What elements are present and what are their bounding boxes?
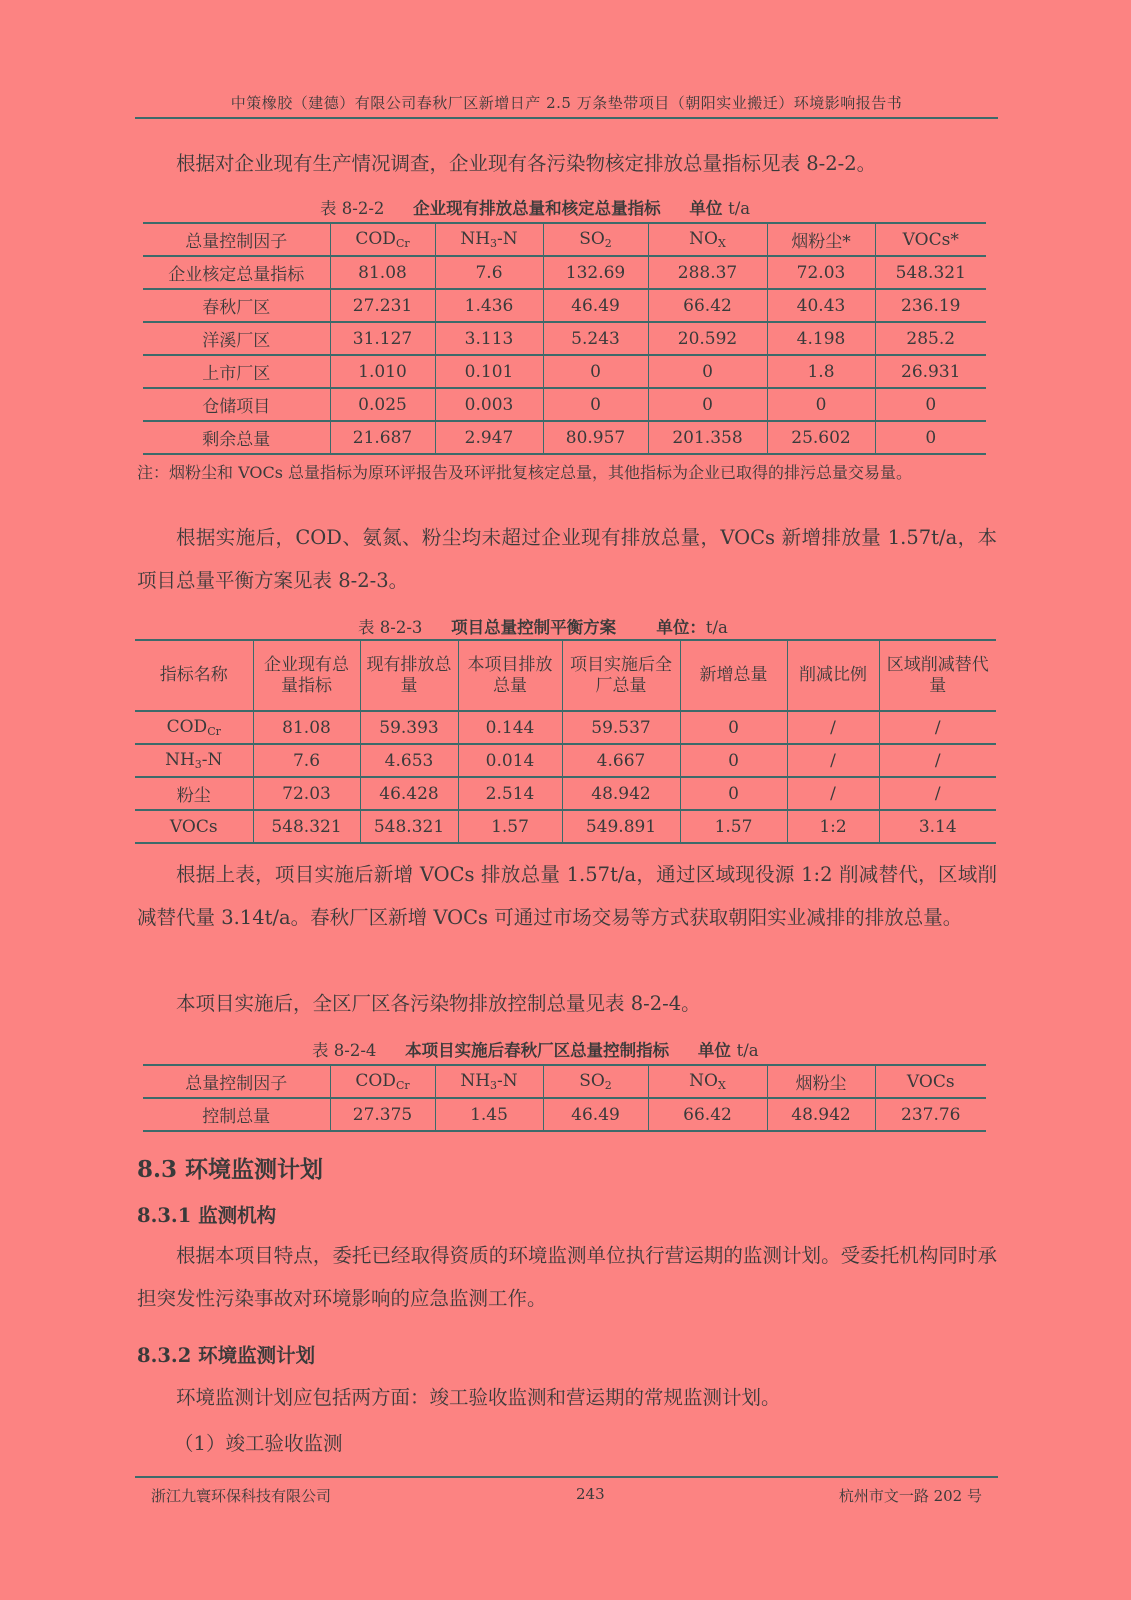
table-cell xyxy=(562,810,680,843)
header-cell xyxy=(330,1065,435,1098)
table-cell xyxy=(143,256,330,289)
header-cell xyxy=(330,223,435,256)
table-cell-text: 上市厂区 xyxy=(202,364,271,384)
caption-title: 项目总量控制平衡方案 xyxy=(451,618,617,637)
table-cell-text: 59.537 xyxy=(591,717,651,738)
table-cell-text: 7.6 xyxy=(292,750,321,771)
table-cell-text: 1.8 xyxy=(807,361,835,382)
header-cell xyxy=(143,1065,330,1098)
table-cell xyxy=(543,322,648,355)
table-cell xyxy=(543,1098,648,1131)
table-cell xyxy=(562,711,680,744)
table-cell xyxy=(767,421,875,454)
header-cell xyxy=(875,1065,986,1098)
table-cell-text: 66.42 xyxy=(683,1104,732,1125)
table-cell xyxy=(435,289,543,322)
header-cell xyxy=(767,223,875,256)
table-cell-text: 285.2 xyxy=(906,328,956,349)
caption-unit: t/a xyxy=(736,1041,759,1060)
table-cell xyxy=(543,289,648,322)
header-cell xyxy=(135,640,253,711)
table-cell-text: 0.025 xyxy=(358,394,407,415)
table-cell xyxy=(787,711,879,744)
table-cell xyxy=(135,810,253,843)
table-cell-text: 81.08 xyxy=(282,717,331,738)
table-cell xyxy=(143,421,330,454)
table-cell xyxy=(787,744,879,777)
table-cell-text: 0 xyxy=(925,394,937,415)
caption-unit: t/a xyxy=(728,199,751,218)
table-row xyxy=(143,322,986,355)
table-cell xyxy=(435,1098,543,1131)
header-cell-subscript: Cr xyxy=(395,237,410,250)
caption-number: 表 8-2-3 xyxy=(358,618,423,637)
table-cell xyxy=(648,289,767,322)
table-cell-text: 3.113 xyxy=(464,328,514,349)
table-cell-text: / xyxy=(934,783,941,804)
header-cell-text: NO xyxy=(689,1071,718,1091)
table-cell-text: 48.942 xyxy=(591,783,651,804)
header-cell-text: 本项目排放总量 xyxy=(467,654,553,696)
table-cell xyxy=(767,322,875,355)
table-cell xyxy=(562,744,680,777)
table-cell-text: 0 xyxy=(590,361,601,382)
table-cell-text: 66.42 xyxy=(683,295,732,316)
table-cell-text: 2.514 xyxy=(485,783,535,804)
table-cell-text: 549.891 xyxy=(585,816,657,837)
caption-number: 表 8-2-4 xyxy=(312,1041,377,1060)
table-cell-text: 0 xyxy=(702,361,713,382)
table-cell xyxy=(330,421,435,454)
table-cell xyxy=(135,744,253,777)
table-cell-subscript: Cr xyxy=(207,725,221,738)
table-cell-text: 72.03 xyxy=(796,262,846,283)
table-cell xyxy=(360,810,458,843)
table-cell xyxy=(330,256,435,289)
table-note: 注：烟粉尘和 VOCs 总量指标为原环评报告及环评批复核定总量，其他指标为企业已取得的排污总量交易量。 xyxy=(137,463,913,482)
table-row xyxy=(143,355,986,388)
table-cell xyxy=(680,744,787,777)
header-cell xyxy=(253,640,360,711)
table-cell-text: 21.687 xyxy=(352,427,413,448)
table-header-row xyxy=(143,1065,986,1098)
table-cell-text: 27.375 xyxy=(352,1104,413,1125)
paragraph-agency: 根据本项目特点，委托已经取得资质的环境监测单位执行营运期的监测计划。受委托机构同时承担突发性污染事故对环境影响的应急监测工作。 xyxy=(137,1244,997,1310)
table-cell-text: 288.37 xyxy=(677,262,738,283)
table-caption xyxy=(320,195,750,219)
header-cell-text: COD xyxy=(355,1071,396,1091)
table-cell-text: 26.931 xyxy=(901,361,961,382)
table-cell-text: 46.49 xyxy=(571,1104,620,1125)
table-cell xyxy=(680,810,787,843)
page-number: 243 xyxy=(576,1485,605,1503)
table-cell xyxy=(879,777,996,810)
header-cell-text: 削减比例 xyxy=(799,665,867,685)
header-cell xyxy=(360,640,458,711)
header-cell xyxy=(680,640,787,711)
table-cell xyxy=(875,1098,986,1131)
table-cell xyxy=(875,256,986,289)
table-cell-text: 81.08 xyxy=(358,262,407,283)
table-cell xyxy=(143,388,330,421)
table-caption xyxy=(358,614,728,638)
table-cell xyxy=(767,388,875,421)
table-cell-text: VOCs xyxy=(169,816,218,837)
table-cell xyxy=(648,355,767,388)
header-cell-subscript: 2 xyxy=(604,1079,612,1092)
table-cell-text: 48.942 xyxy=(791,1104,851,1125)
table-cell-text: 1.57 xyxy=(491,816,529,837)
table-cell-text: 80.957 xyxy=(565,427,626,448)
header-cell xyxy=(143,223,330,256)
table-cell-text: 0.003 xyxy=(464,394,514,415)
header-cell-text: 烟粉尘 xyxy=(795,1074,847,1094)
table-cell-text: 59.393 xyxy=(379,717,439,738)
caption-unit: t/a xyxy=(705,618,728,637)
subsection-heading-plan: 8.3.2 环境监测计划 xyxy=(137,1344,316,1367)
paragraph-acceptance: （1）竣工验收监测 xyxy=(174,1432,343,1455)
header-cell xyxy=(543,1065,648,1098)
caption-unit-label: 单位 xyxy=(697,1041,731,1060)
caption-unit-label: 单位： xyxy=(656,618,706,637)
table-cell xyxy=(767,355,875,388)
header-cell-text: VOCs xyxy=(906,1071,955,1092)
table-cell xyxy=(135,711,253,744)
table-cell-text: 1:2 xyxy=(819,816,847,837)
table-cell-text: 4.667 xyxy=(596,750,646,771)
paragraph-plan: 环境监测计划应包括两方面：竣工验收监测和营运期的常规监测计划。 xyxy=(176,1386,781,1409)
table-cell xyxy=(330,355,435,388)
paragraph-explanation: 根据上表，项目实施后新增 VOCs 排放总量 1.57t/a，通过区域现役源 1:2 削减替代，区域削减替代量 3.14t/a。春秋厂区新增 VOCs 可通过市场交易等方式获取朝阳实业减排的排放总量。 xyxy=(137,863,997,929)
page-footer xyxy=(135,1476,998,1505)
header-cell-subscript: X xyxy=(717,1079,726,1092)
table-cell xyxy=(680,711,787,744)
header-cell-text: NO xyxy=(689,229,718,249)
table-row xyxy=(143,256,986,289)
table-row xyxy=(143,388,986,421)
table-cell xyxy=(143,289,330,322)
table-cell xyxy=(458,777,562,810)
header-cell-subscript: 3 xyxy=(490,237,498,250)
header-cell-text: 企业现有总量指标 xyxy=(264,654,349,696)
table-cell-text: 0 xyxy=(590,394,601,415)
subsection-heading-agency: 8.3.1 监测机构 xyxy=(137,1204,277,1227)
table-cell-text: / xyxy=(830,783,836,804)
footer-company: 浙江九寰环保科技有限公司 xyxy=(151,1487,332,1505)
table-cell xyxy=(648,256,767,289)
table-cell-text: 0.101 xyxy=(464,361,514,382)
table-cell-text: 20.592 xyxy=(677,328,738,349)
table-cell xyxy=(330,322,435,355)
table-cell xyxy=(787,810,879,843)
table-cell-text: 0 xyxy=(925,427,937,448)
table-cell-text: 46.49 xyxy=(571,295,620,316)
table-cell xyxy=(879,810,996,843)
header-cell xyxy=(435,1065,543,1098)
section-heading: 8.3 环境监测计划 xyxy=(137,1156,324,1183)
table-cell-text: 1.45 xyxy=(470,1104,508,1125)
table-cell xyxy=(767,1098,875,1131)
table-cell-text: 548.321 xyxy=(271,816,342,837)
table-cell xyxy=(543,355,648,388)
table-cell-text: 4.198 xyxy=(796,328,846,349)
table-cell-text: 46.428 xyxy=(379,783,439,804)
header-cell-suffix: -N xyxy=(497,229,518,249)
table-cell xyxy=(435,355,543,388)
table-cell-text: 40.43 xyxy=(796,295,846,316)
table-cell-text: 0.144 xyxy=(485,717,535,738)
table-cell-text: NH xyxy=(165,750,195,770)
table-cell-text: / xyxy=(830,717,836,738)
table-cell xyxy=(648,322,767,355)
table-cell xyxy=(435,256,543,289)
table-cell-subscript: 3 xyxy=(194,758,202,771)
table-cell-text: 236.19 xyxy=(901,295,961,316)
table-existing-emissions xyxy=(143,222,986,455)
table-cell xyxy=(875,421,986,454)
table-cell-text: 237.76 xyxy=(901,1104,961,1125)
table-cell xyxy=(143,355,330,388)
table-row xyxy=(143,421,986,454)
table-cell xyxy=(253,810,360,843)
header-cell-text: 新增总量 xyxy=(699,665,768,685)
header-cell xyxy=(435,223,543,256)
table-header-row xyxy=(143,223,986,256)
table-cell xyxy=(458,744,562,777)
table-cell-text: 1.57 xyxy=(714,816,753,837)
table-cell-text: 0 xyxy=(728,783,739,804)
table-cell-text: / xyxy=(934,750,941,771)
table-cell xyxy=(543,388,648,421)
table-cell xyxy=(458,810,562,843)
header-cell-subscript: 3 xyxy=(490,1079,498,1092)
table-cell xyxy=(543,256,648,289)
table-row xyxy=(143,1098,986,1131)
table-row xyxy=(135,744,996,777)
caption-unit-label: 单位 xyxy=(689,199,723,218)
header-cell-text: 烟粉尘* xyxy=(791,232,851,252)
header-cell-text: NH xyxy=(460,229,491,249)
table-cell-text: / xyxy=(934,717,941,738)
table-cell-text: 27.231 xyxy=(352,295,413,316)
header-cell-subscript: X xyxy=(717,237,726,250)
paragraph-intro: 根据对企业现有生产情况调查，企业现有各污染物核定排放总量指标见表 8-2-2。 xyxy=(176,152,877,175)
table-cell xyxy=(879,744,996,777)
header-cell xyxy=(767,1065,875,1098)
table-cell xyxy=(330,289,435,322)
table-cell xyxy=(253,744,360,777)
table-cell xyxy=(253,777,360,810)
table-cell xyxy=(767,256,875,289)
table-cell xyxy=(435,388,543,421)
table-cell-text: COD xyxy=(166,717,208,737)
table-cell xyxy=(879,711,996,744)
header-cell-text: 总量控制因子 xyxy=(185,232,288,252)
header-cell-text: SO xyxy=(579,229,605,249)
table-cell xyxy=(143,322,330,355)
table-cell-text: 4.653 xyxy=(384,750,434,771)
footer-address: 杭州市文一路 202 号 xyxy=(838,1487,982,1505)
header-cell-text: SO xyxy=(579,1071,605,1091)
header-cell xyxy=(648,223,767,256)
table-cell-text: 548.321 xyxy=(895,262,966,283)
table-cell-text: 粉尘 xyxy=(176,786,211,806)
header-cell-suffix: -N xyxy=(497,1071,518,1091)
header-cell xyxy=(875,223,986,256)
table-cell-text: 春秋厂区 xyxy=(202,298,271,318)
table-cell-text: 72.03 xyxy=(282,783,331,804)
table-cell xyxy=(143,1098,330,1131)
header-cell xyxy=(787,640,879,711)
table-cell-text: 0 xyxy=(815,394,827,415)
header-cell-text: NH xyxy=(460,1071,491,1091)
table-cell-text: 201.358 xyxy=(672,427,743,448)
table-cell xyxy=(875,355,986,388)
header-cell-text: VOCs* xyxy=(902,229,959,250)
table-balance-plan xyxy=(135,639,996,844)
table-cell xyxy=(787,777,879,810)
table-control-totals xyxy=(143,1064,986,1132)
table-cell-text: 25.602 xyxy=(791,427,851,448)
paragraph-balance: 根据实施后，COD、氨氮、粉尘均未超过企业现有排放总量，VOCs 新增排放量 1.57t/a，本项目总量平衡方案见表 8-2-3。 xyxy=(137,526,997,592)
table-cell-text: 3.14 xyxy=(918,816,957,837)
table-cell xyxy=(360,711,458,744)
header-cell-text: 区域削减替代量 xyxy=(886,654,989,696)
table-row xyxy=(135,810,996,843)
table-row xyxy=(135,777,996,810)
table-cell-text: 7.6 xyxy=(475,262,503,283)
table-cell xyxy=(435,421,543,454)
caption-number: 表 8-2-2 xyxy=(320,199,385,218)
table-cell-text: / xyxy=(830,750,836,771)
table-cell-text: 0 xyxy=(728,750,739,771)
table-cell-text: 剩余总量 xyxy=(202,430,271,450)
table-cell-text: 0 xyxy=(728,717,739,738)
caption-title: 企业现有排放总量和核定总量指标 xyxy=(413,199,661,218)
table-cell-suffix: -N xyxy=(201,750,223,770)
table-row xyxy=(143,289,986,322)
table-cell xyxy=(360,777,458,810)
table-cell xyxy=(330,388,435,421)
table-cell xyxy=(648,421,767,454)
header-cell xyxy=(648,1065,767,1098)
table-cell xyxy=(875,322,986,355)
table-cell-text: 企业核定总量指标 xyxy=(168,265,305,285)
header-cell-text: 总量控制因子 xyxy=(185,1074,288,1094)
table-cell-text: 仓储项目 xyxy=(202,397,271,417)
table-cell-text: 控制总量 xyxy=(202,1107,271,1127)
table-cell-text: 0 xyxy=(702,394,713,415)
table-cell xyxy=(875,289,986,322)
table-cell xyxy=(680,777,787,810)
header-cell xyxy=(458,640,562,711)
table-cell xyxy=(562,777,680,810)
table-cell-text: 132.69 xyxy=(565,262,626,283)
table-cell xyxy=(253,711,360,744)
table-cell-text: 1.010 xyxy=(358,361,407,382)
header-cell xyxy=(543,223,648,256)
table-cell-text: 洋溪厂区 xyxy=(202,331,271,351)
header-cell xyxy=(562,640,680,711)
header-cell-subscript: 2 xyxy=(604,237,612,250)
table-cell-text: 5.243 xyxy=(571,328,620,349)
table-cell-text: 31.127 xyxy=(352,328,413,349)
table-cell xyxy=(360,744,458,777)
page-header: 中策橡胶（建德）有限公司春秋厂区新增日产 2.5 万条垫带项目（朝阳实业搬迁）环境影响报告书 xyxy=(135,92,998,119)
header-cell-text: 项目实施后全厂总量 xyxy=(570,654,672,696)
table-cell-text: 2.947 xyxy=(464,427,514,448)
table-cell xyxy=(648,388,767,421)
table-header-row xyxy=(135,640,996,711)
caption-title: 本项目实施后春秋厂区总量控制指标 xyxy=(405,1041,670,1060)
header-cell-text: COD xyxy=(355,229,396,249)
table-cell xyxy=(435,322,543,355)
table-cell xyxy=(875,388,986,421)
header-cell-subscript: Cr xyxy=(395,1079,410,1092)
table-cell xyxy=(648,1098,767,1131)
table-cell xyxy=(458,711,562,744)
paragraph-total: 本项目实施后，全区厂区各污染物排放控制总量见表 8-2-4。 xyxy=(176,992,701,1015)
header-cell-text: 指标名称 xyxy=(159,665,228,685)
table-cell xyxy=(135,777,253,810)
header-cell xyxy=(879,640,996,711)
table-cell xyxy=(330,1098,435,1131)
header-cell-text: 现有排放总量 xyxy=(366,654,452,696)
table-cell-text: 548.321 xyxy=(373,816,445,837)
table-cell-text: 1.436 xyxy=(464,295,514,316)
table-cell xyxy=(543,421,648,454)
table-cell xyxy=(767,289,875,322)
table-cell-text: 0.014 xyxy=(485,750,535,771)
table-caption xyxy=(312,1037,759,1061)
table-row xyxy=(135,711,996,744)
